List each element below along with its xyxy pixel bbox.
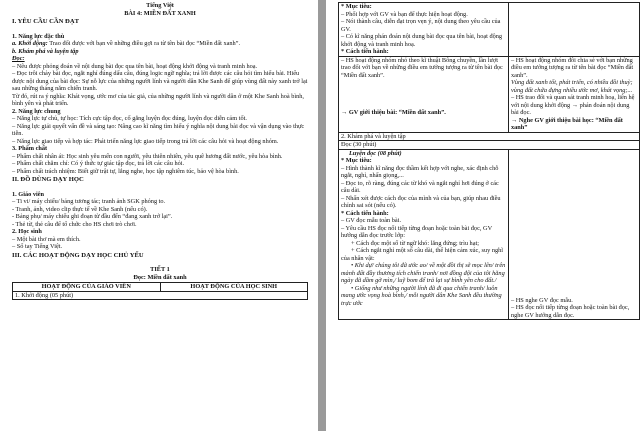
table-row [339,141,640,150]
spacer [511,150,637,297]
procedure2-item-5: • Khi dự/ chúng tôi đã ước ao/ về một đồi thị sẽ mọc lên/ trên mảnh đất đầy thương tích chiến tranh/ nơi đồng đội của tôi hăng ngày đã dầm gờ mìn,/ luỹ bom để trả lại sự bình yên cho đất./ [341,262,506,284]
row-kham-pha: 2. Khám phá và luyện tập [339,132,640,141]
hs-item-2: – Sổ tay Tiếng Việt. [12,243,63,251]
doc-label: Đọc: [12,55,25,63]
right-page [326,0,640,431]
procedure-student-3: – HS trao đổi và quan sát tranh minh hoạ, liên hệ với nội dung khởi động → phán đoán nội dung bài đọc. [511,94,635,116]
procedure2-item-3: + Cách đọc một số từ ngữ khó: lăng đứng; trìu hạt; [351,239,479,247]
procedure2-item-4: + Cách ngắt nghỉ một số câu dài, thể hiện cảm xúc, suy nghĩ của nhân vật: [341,247,504,262]
objective2-item-2: – Đọc to, rõ ràng, đúng các từ khó và ngắt nghỉ hơi đúng ở các câu dài. [341,179,499,194]
procedure-teacher-cell [339,56,509,132]
row-doc: Đọc (30 phút) [339,141,640,150]
pc-item-2: – Phẩm chất chăm chỉ: Có ý thức tự giác tập đọc, trả lời các câu hỏi. [12,160,185,168]
objective-cell [339,3,509,57]
procedure-student-2: Vùng đất xanh tốt, phát triển, có nhiều đồi thuỳ; vùng đất chứa đựng nhiều ước mơ, khát vọng;... [511,79,633,94]
luyen-doc-teacher-cell [339,149,509,320]
section-2-1-heading: 1. Giáo viên [12,190,45,198]
pc-item-3: – Phẩm chất trách nhiệm: Biết giữ trật tự, lắng nghe, học tập nghiêm túc, bảo vệ hòa bình. [12,167,239,175]
procedure-label: * Cách tiến hành: [341,48,389,55]
header-teacher: HOẠT ĐỘNG CỦA GIÁO VIÊN [13,283,161,292]
section-2-heading: II. ĐỒ DÙNG DẠY HỌC [12,176,84,184]
pc-item-1: – Phẩm chất nhân ái: Học sinh yêu mến con người, yêu thiên nhiên, yêu quê hương đất nước, yêu hòa bình. [12,152,283,160]
objective2-item-3: – Nhấn xét được cách đọc của mình và của bạn, giúp nhau điều chỉnh sai sót (nếu có). [341,194,501,209]
section-1-1-heading: 1. Năng lực đặc thù [12,32,65,40]
doc-paragraph-1: – Nêu được phỏng đoán về nội dung bài đọc qua tên bài, hoạt động khởi động và tranh minh hoạ. [12,62,258,70]
khoi-dong-paragraph [12,40,308,48]
student2-item-2: – HS đọc nối tiếp từng đoạn hoặc toàn bài đọc, nghe GV hướng dẫn đọc. [511,304,630,319]
luyen-doc-label: Luyện đọc (08 phút) [349,149,402,157]
section-1-3-heading: 3. Phẩm chất [12,145,48,153]
procedure-student-1: – HS hoạt động nhóm đôi chia sẻ với bạn những điều em tưởng tượng ra từ tên bài đọc “Miền đất xanh”. [511,56,634,79]
procedure2-label: * Cách tiến hành: [341,209,389,217]
procedure2-item-1: – GV đọc mẫu toàn bài. [341,217,402,224]
objective-item-2: – Nói thành câu, diễn đạt trọn vẹn ý, nội dung theo yêu cầu của GV. [341,18,501,33]
section-1-2-heading: 2. Năng lực chung [12,107,61,115]
gv-item-1: – Ti vi/ máy chiếu/ bảng tương tác; tranh ảnh SGK phóng to. [12,198,166,206]
activity-table-continued [338,2,640,320]
table-header-row [13,283,308,292]
gv-item-2: - Tranh, ảnh, video clip thực tế về Khe Sanh (nếu có). [12,205,148,213]
activity-table [12,282,308,300]
procedure2-item-2: – Yêu cầu HS đọc nối tiếp từng đoạn hoặc toàn bài đọc, GV hướng dẫn đọc trước lớp: [341,224,493,239]
objective2-item-1: – Hình thành kĩ năng đọc thầm kết hợp với nghe, xác định chỗ ngắt, nghỉ, nhấn giọng,... [341,164,499,179]
nlc-item-2: – Năng lực giải quyết vấn đề và sáng tạo: Nâng cao kĩ năng tìm hiểu ý nghĩa nội dung bài đọc và vận dụng vào thực tiễn. [12,122,305,138]
luyen-doc-student-cell [509,149,640,320]
student2-item-1: – HS nghe GV đọc mẫu. [511,296,573,304]
section-2-2-heading: 2. Học sinh [12,228,42,236]
objective2-label: * Mục tiêu: [341,157,372,164]
table-row [339,149,640,320]
gv-item-3: - Bảng phụ/ máy chiếu ghi đoạn từ đầu đến “đang xanh trở lại”. [12,213,173,221]
nlc-item-3: – Năng lực giao tiếp và hợp tác: Phát triển năng lực giao tiếp trong trả lời các câu hỏi và hoạt động nhóm. [12,137,279,145]
header-student: HOẠT ĐỘNG CỦA HỌC SINH [160,283,308,292]
table-row [339,132,640,141]
subject-title: Tiếng Việt [146,2,174,9]
procedure-student-cell [509,56,640,132]
tiet-subtitle: Đọc: Miền đất xanh [133,273,187,281]
row-khoi-dong: 1. Khởi động (05 phút) [13,291,308,300]
procedure-student-4: → Nghe GV giới thiệu bài học: “Miền đất xanh” [511,116,623,131]
table-row [339,56,640,132]
objective-item-3: – Có kĩ năng phán đoán nội dung bài đọc qua tên bài, hoạt động khởi động và tranh minh hoạ. [341,33,503,48]
spacer [341,79,506,109]
procedure-teacher-1: – HS hoạt động nhóm nhỏ theo kĩ thuật Bông chuyền, lần lượt trao đổi với bạn về những điều em tưởng tượng ra từ tên bài đọc “Miền đất xanh”. [341,56,503,79]
tiet-title: TIẾT 1 [150,266,170,274]
section-1-heading: I. YÊU CẦU CẦN ĐẠT [12,18,79,25]
objective-item-1: – Phối hợp với GV và bạn để thực hiện hoạt động. [341,10,468,18]
khoi-dong-label: a. Khởi động: [12,40,48,48]
lesson-title: BÀI 4: MIỀN ĐẤT XANH [124,9,196,17]
procedure2-item-6: • Giống như những người lính đã đi qua chiến tranh/ luôn mang ước vọng hoà bình,/ mỗi người dân Khe Sanh đều thường trực ước [341,284,502,307]
kham-pha-label: b. Khám phá và luyện tập [12,47,79,55]
gv-item-4: - Thẻ từ, thẻ câu để tổ chức cho HS chơi trò chơi. [12,220,137,228]
doc-paragraph-3: Từ đó, rút ra ý nghĩa: Khát vọng, ước mơ của tác giả, của những người lính và người dân ở một Khe Sanh hoà bình, bình yên và phát triển. [12,92,305,108]
nlc-item-1: – Năng lực tự chủ, tự học: Tích cực tập đọc, cố gắng luyện đọc đúng, luyện đọc diễn cảm tốt. [12,115,247,123]
hs-item-1: – Một bài thơ mà em thích. [12,235,81,243]
table-row [339,3,640,57]
table-row [13,291,308,300]
procedure-teacher-2: → GV giới thiệu bài: “Miền đất xanh”. [341,109,446,116]
objective-student-cell [509,3,640,57]
khoi-dong-text: Trao đổi được với bạn về những điều gợi ra từ tên bài đọc “Miền đất xanh”. [47,40,241,48]
section-3-heading: III. CÁC HOẠT ĐỘNG DẠY HỌC CHỦ YẾU [12,251,144,259]
left-page [0,0,318,431]
objective-label: * Mục tiêu: [341,3,372,10]
doc-paragraph-2: – Đọc trôi chảy bài đọc, ngắt nghỉ đúng dấu câu, đúng logic ngữ nghĩa; trả lời được các câu hỏi tìm hiểu bài. Hiểu được nội dung của bài đọc: Sự nỗ lực của những người lính và người dân Khe Sanh để giúp vùng đất này xanh trở lại sau những tháng năm chiến tranh. [12,70,308,93]
